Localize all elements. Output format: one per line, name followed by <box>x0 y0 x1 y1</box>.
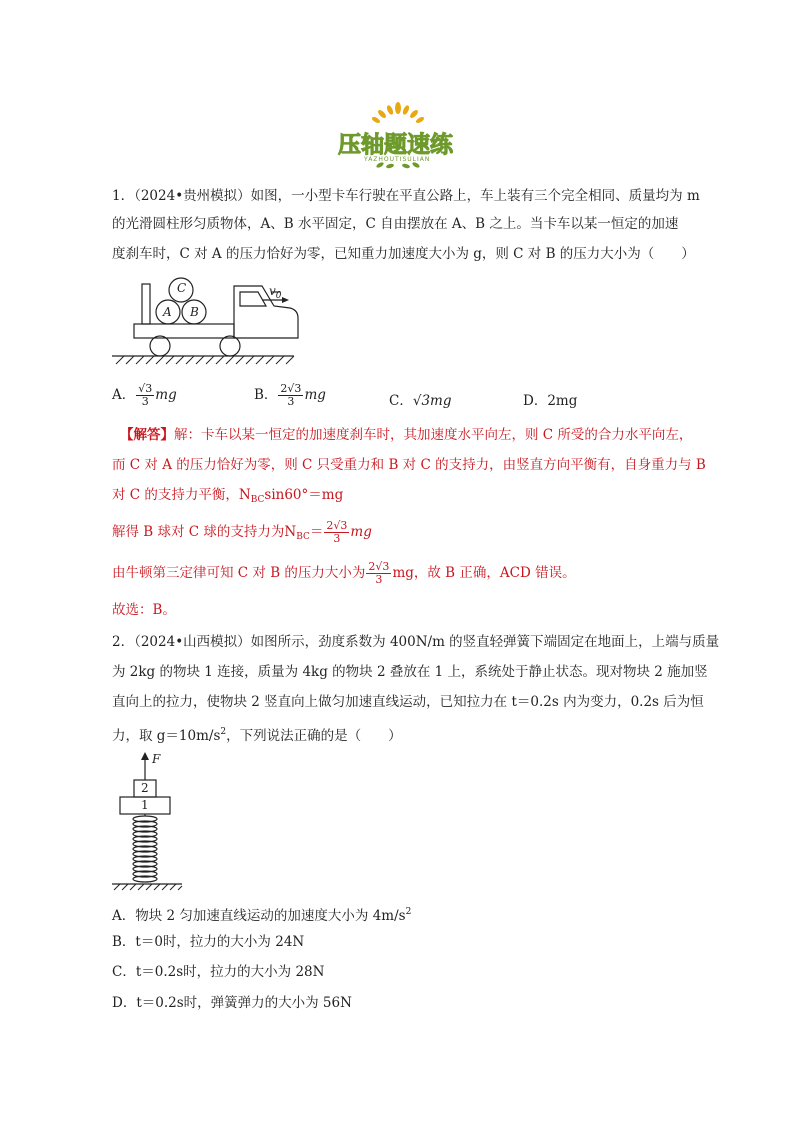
q2-line-3: 直向上的拉力，使物块 2 竖直向上做匀加速直线运动，已知拉力在 t＝0.2s 内为变力，0.2s 后为恒 <box>112 694 704 710</box>
q1-answer-line-1: 【解答】解：卡车以某一恒定的加速度刹车时，其加速度水平向左，则 C 所受的合力水平向左， <box>120 427 693 443</box>
q1-answer-line-4: 解得 B 球对 C 球的支持力为$N_{BC}=$ $\frac{2√3}{3}$ mg <box>112 519 372 545</box>
q2-option-d[interactable]: D．t＝0.2s时，弹簧弹力的大小为 56N <box>112 995 352 1011</box>
q1-answer-line-5: 由牛顿第三定律可知 C 对 B 的压力大小为 $\frac{2√3}{3}$ mg，故 B 正确，ACD 错误。 <box>112 560 576 586</box>
q1-option-a[interactable]: A． $\frac{√3}{3}$ mg <box>112 382 177 408</box>
label-a: A <box>163 305 172 319</box>
q2-option-a[interactable]: A．物块 2 匀加速直线运动的加速度大小为 $4m/s^2$ <box>112 907 412 924</box>
block-1-label: 1 <box>141 798 149 812</box>
q1-answer-line-2: 而 C 对 A 的压力恰好为零，则 C 只受重力和 B 对 C 的支持力，由竖直方向平衡有，自身重力与 B <box>112 457 706 473</box>
q1-line-3: 度刹车时，C 对 A 的压力恰好为零，已知重力加速度大小为 g，则 C 对 B 的压力大小为（ ） <box>112 246 695 262</box>
label-b: B <box>190 305 199 319</box>
q1-option-b[interactable]: B． $\frac{2√3}{3}$ mg <box>254 382 326 408</box>
logo-title: 压轴题速练 <box>338 132 453 158</box>
velocity-label: $v_0$ <box>269 284 282 301</box>
q2-line-1: 2．（2024•山西模拟）如图所示，劲度系数为 400N/m 的竖直轻弹簧下端固定在地面上，上端与质量 <box>112 634 720 650</box>
q2-option-c[interactable]: C．t＝0.2s时，拉力的大小为 28N <box>112 964 325 980</box>
spring-diagram <box>112 750 192 892</box>
q1-option-d[interactable]: D．2mg <box>523 393 578 409</box>
block-2-label: 2 <box>141 781 149 795</box>
q1-answer-line-6: 故选：B。 <box>112 602 176 618</box>
answer-tag: 【解答】 <box>120 427 174 443</box>
arrow-head-icon <box>282 297 289 303</box>
spring-figure <box>112 750 192 892</box>
q2-line-2: 为 2kg 的物块 1 连接，质量为 4kg 的物块 2 叠放在 1 上，系统处于静止状态。现对物块 2 施加竖 <box>112 664 708 680</box>
q1-answer-line-3: 对 C 的支持力平衡，$N_{BC}\sin 60^\circ=mg$ <box>112 487 344 505</box>
q2-line-4: 力，取 $g=10m/s^2$，下列说法正确的是（ ） <box>112 727 402 744</box>
truck-figure <box>112 272 302 372</box>
logo-subtitle: YAZHOUTISULIAN <box>364 156 431 163</box>
arrow-up-icon <box>141 752 149 760</box>
leaf-icon <box>372 156 424 170</box>
q2-option-b[interactable]: B．t＝0时，拉力的大小为 24N <box>112 934 305 950</box>
force-label: F <box>152 752 161 766</box>
q1-line-1: 1．（2024•贵州模拟）如图，一小型卡车行驶在平直公路上，车上装有三个完全相同、质量均为 m <box>112 188 700 204</box>
q1-option-c[interactable]: C．√3mg <box>389 393 452 409</box>
q1-line-2: 的光滑圆柱形匀质物体，A、B 水平固定，C 自由摆放在 A、B 之上。当卡车以某一恒定的加速 <box>112 216 679 232</box>
label-c: C <box>177 281 187 295</box>
